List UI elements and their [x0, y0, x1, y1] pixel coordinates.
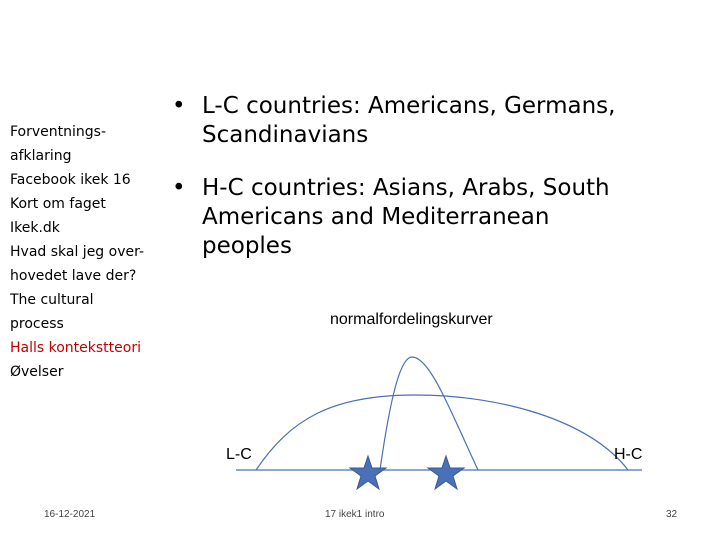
sidebar-item-halls-kontekstteori[interactable]: Halls kontekstteori — [10, 340, 141, 356]
sidebar-item-cultural[interactable]: The cultural — [10, 292, 94, 308]
sidebar-item-ikek-dk[interactable]: Ikek.dk — [10, 220, 60, 236]
lc-star-icon — [350, 456, 386, 489]
footer-page-number: 32 — [666, 509, 678, 520]
bullet-text-line: Americans and Mediterranean — [202, 204, 550, 230]
sidebar-item-process[interactable]: process — [10, 316, 64, 332]
footer-title: 17 ikek1 intro — [325, 509, 385, 520]
footer-date: 16-12-2021 — [44, 509, 96, 520]
sidebar-item-hovedet[interactable]: hovedet lave der? — [10, 268, 137, 284]
diagram-caption: normalfordelingskurver — [330, 311, 493, 328]
sidebar-item-afklaring[interactable]: afklaring — [10, 148, 72, 164]
bullet-marker: • — [172, 93, 186, 119]
bullet-marker: • — [172, 175, 186, 201]
sidebar-item-ovelser[interactable]: Øvelser — [10, 364, 64, 380]
bullet-text-line: Scandinavians — [202, 122, 369, 148]
lc-distribution-curve — [256, 395, 628, 470]
sidebar-item-hvad-skal-jeg[interactable]: Hvad skal jeg over- — [10, 244, 145, 260]
bullet-text-line: peoples — [202, 233, 292, 259]
sidebar-item-kort-om-faget[interactable]: Kort om faget — [10, 196, 106, 212]
hc-star-icon — [428, 456, 464, 489]
hc-distribution-curve — [380, 357, 478, 470]
hc-axis-label: H-C — [614, 446, 643, 463]
sidebar-item-facebook[interactable]: Facebook ikek 16 — [10, 172, 131, 188]
bullet-text-line: H-C countries: Asians, Arabs, South — [202, 175, 610, 201]
sidebar-item-forventnings[interactable]: Forventnings- — [10, 124, 107, 140]
bullet-text-line: L-C countries: Americans, Germans, — [202, 93, 616, 119]
lc-axis-label: L-C — [226, 446, 252, 463]
